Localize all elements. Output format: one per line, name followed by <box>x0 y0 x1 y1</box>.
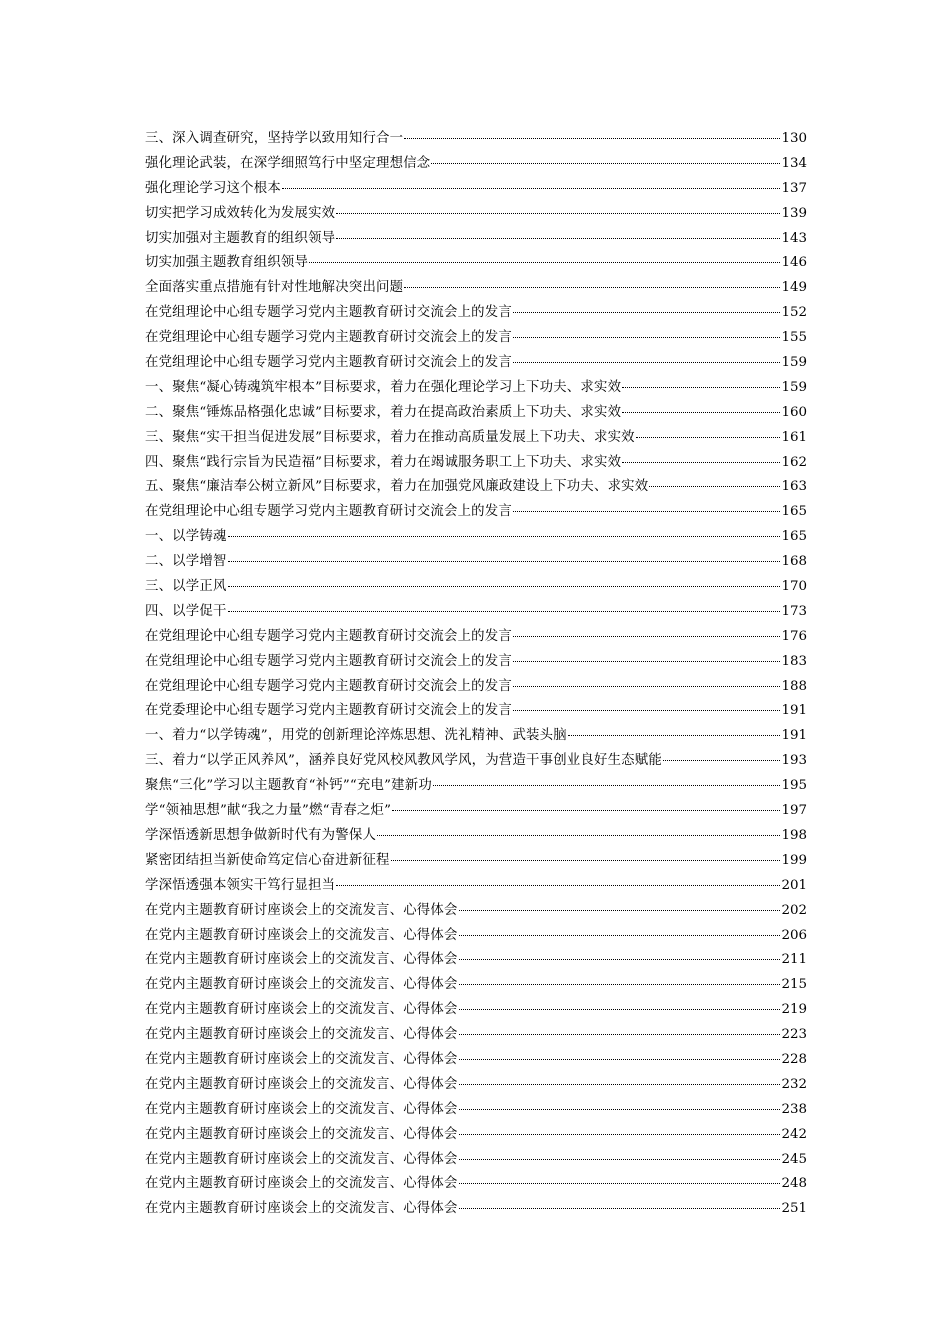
toc-entry-title: 在党内主题教育研讨座谈会上的交流发言、心得体会 <box>145 1002 458 1018</box>
toc-dot-leader <box>459 1108 781 1110</box>
toc-entry-page-number: 245 <box>781 1151 807 1167</box>
toc-entry-title: 在党组理论中心组专题学习党内主题教育研讨交流会上的发言 <box>145 504 512 520</box>
toc-entry-title: 三、聚焦“实干担当促进发展”目标要求，着力在推动高质量发展上下功夫、求实效 <box>145 429 635 445</box>
toc-entry[interactable] <box>145 351 807 376</box>
toc-entry[interactable] <box>145 724 807 749</box>
toc-entry-title: 一、以学铸魂 <box>145 529 227 545</box>
toc-entry[interactable] <box>145 749 807 774</box>
toc-entry-title: 在党内主题教育研讨座谈会上的交流发言、心得体会 <box>145 1101 458 1117</box>
toc-entry-title: 在党内主题教育研讨座谈会上的交流发言、心得体会 <box>145 977 458 993</box>
toc-entry-page-number: 228 <box>781 1051 807 1067</box>
toc-dot-leader <box>459 1033 781 1035</box>
toc-entry-page-number: 223 <box>781 1027 807 1043</box>
toc-dot-leader <box>459 1182 781 1184</box>
toc-entry[interactable] <box>145 600 807 625</box>
toc-entry-title: 三、深入调查研究，坚持学以致用知行合一 <box>145 131 404 146</box>
toc-entry-title: 三、以学正风 <box>145 579 227 595</box>
toc-dot-leader <box>513 361 780 363</box>
toc-dot-leader <box>309 261 780 263</box>
toc-entry-title: 学深悟透新思想争做新时代有为警保人 <box>145 827 377 843</box>
toc-dot-leader <box>513 709 780 711</box>
toc-entry[interactable] <box>145 227 807 252</box>
toc-entry-page-number: 232 <box>781 1076 807 1092</box>
toc-entry[interactable] <box>145 401 807 426</box>
toc-entry-title: 在党内主题教育研讨座谈会上的交流发言、心得体会 <box>145 902 458 918</box>
toc-entry-page-number: 137 <box>781 180 807 196</box>
toc-dot-leader <box>392 809 780 811</box>
toc-entry[interactable] <box>145 127 807 152</box>
toc-entry-page-number: 191 <box>781 728 807 744</box>
toc-entry-page-number: 206 <box>781 927 807 943</box>
toc-entry-title: 学深悟透强本领实干笃行显担当 <box>145 877 336 893</box>
toc-entry-title: 一、着力“以学铸魂”，用党的创新理论淬炼思想、洗礼精神、武装头脑 <box>145 728 567 744</box>
toc-entry-title: 在党内主题教育研讨座谈会上的交流发言、心得体会 <box>145 1126 458 1142</box>
toc-entry[interactable] <box>145 525 807 550</box>
toc-dot-leader <box>459 1008 781 1010</box>
toc-entry-page-number: 173 <box>781 603 807 619</box>
toc-dot-leader <box>513 635 780 637</box>
table-of-contents <box>145 127 807 1222</box>
toc-dot-leader <box>459 983 781 985</box>
toc-entry-page-number: 146 <box>781 255 807 271</box>
toc-entry-title: 强化理论武装，在深学细照笃行中坚定理想信念 <box>145 155 431 171</box>
toc-entry[interactable] <box>145 1073 807 1098</box>
toc-entry[interactable] <box>145 874 807 899</box>
toc-entry-page-number: 161 <box>781 429 807 445</box>
toc-entry[interactable] <box>145 1123 807 1148</box>
toc-entry-title: 聚焦“三化”学习以主题教育“补钙”“充电”建新功 <box>145 778 432 794</box>
toc-entry[interactable] <box>145 276 807 301</box>
toc-dot-leader <box>649 485 780 487</box>
toc-entry-page-number: 170 <box>781 579 807 595</box>
toc-dot-leader <box>459 1133 781 1135</box>
toc-dot-leader <box>459 934 781 936</box>
toc-entry-title: 强化理论学习这个根本 <box>145 180 281 196</box>
toc-entry[interactable] <box>145 1098 807 1123</box>
toc-entry-title: 切实把学习成效转化为发展实效 <box>145 205 336 221</box>
toc-dot-leader <box>622 411 780 413</box>
toc-dot-leader <box>636 436 781 438</box>
toc-entry-page-number: 176 <box>781 628 807 644</box>
toc-entry-page-number: 152 <box>781 305 807 321</box>
toc-entry-title: 在党内主题教育研讨座谈会上的交流发言、心得体会 <box>145 1051 458 1067</box>
toc-entry[interactable] <box>145 177 807 202</box>
toc-entry[interactable] <box>145 899 807 924</box>
toc-entry-page-number: 159 <box>781 355 807 371</box>
toc-entry[interactable] <box>145 575 807 600</box>
toc-entry-page-number: 149 <box>781 280 807 296</box>
toc-dot-leader <box>513 660 780 662</box>
toc-entry-title: 在党委理论中心组专题学习党内主题教育研讨交流会上的发言 <box>145 703 512 719</box>
toc-entry-title: 二、聚焦“锤炼品格强化忠诚”目标要求，着力在提高政治素质上下功夫、求实效 <box>145 404 622 420</box>
toc-entry-page-number: 155 <box>781 330 807 346</box>
toc-entry-page-number: 143 <box>781 230 807 246</box>
toc-entry[interactable] <box>145 426 807 451</box>
toc-entry[interactable] <box>145 152 807 177</box>
toc-dot-leader <box>459 1158 781 1160</box>
toc-entry-title: 在党内主题教育研讨座谈会上的交流发言、心得体会 <box>145 1027 458 1043</box>
toc-entry-page-number: 162 <box>781 454 807 470</box>
toc-entry-title: 在党组理论中心组专题学习党内主题教育研讨交流会上的发言 <box>145 628 512 644</box>
toc-entry-title: 在党组理论中心组专题学习党内主题教育研讨交流会上的发言 <box>145 305 512 321</box>
toc-entry-page-number: 134 <box>781 155 807 171</box>
toc-dot-leader <box>391 859 781 861</box>
toc-dot-leader <box>336 884 780 886</box>
toc-entry[interactable] <box>145 202 807 227</box>
toc-entry-page-number: 195 <box>781 778 807 794</box>
toc-dot-leader <box>459 909 781 911</box>
toc-dot-leader <box>663 759 780 761</box>
toc-entry[interactable] <box>145 1148 807 1173</box>
toc-entry-page-number: 191 <box>781 703 807 719</box>
toc-entry-title: 在党内主题教育研讨座谈会上的交流发言、心得体会 <box>145 927 458 943</box>
toc-dot-leader <box>228 535 781 537</box>
toc-dot-leader <box>459 1207 781 1209</box>
toc-entry[interactable] <box>145 1048 807 1073</box>
toc-entry[interactable] <box>145 301 807 326</box>
toc-entry[interactable] <box>145 475 807 500</box>
toc-entry[interactable] <box>145 948 807 973</box>
toc-entry-title: 在党内主题教育研讨座谈会上的交流发言、心得体会 <box>145 1076 458 1092</box>
toc-entry[interactable] <box>145 251 807 276</box>
toc-entry-page-number: 215 <box>781 977 807 993</box>
toc-entry-title: 四、以学促干 <box>145 603 227 619</box>
toc-entry[interactable] <box>145 1023 807 1048</box>
toc-entry-page-number: 238 <box>781 1101 807 1117</box>
toc-dot-leader <box>568 734 781 736</box>
toc-entry-page-number: 219 <box>781 1002 807 1018</box>
toc-entry-title: 在党内主题教育研讨座谈会上的交流发言、心得体会 <box>145 952 458 968</box>
toc-entry-page-number: 160 <box>781 404 807 420</box>
toc-entry-page-number: 251 <box>781 1201 807 1217</box>
toc-entry-page-number: 163 <box>781 479 807 495</box>
toc-dot-leader <box>622 386 780 388</box>
toc-entry-page-number: 202 <box>781 902 807 918</box>
toc-entry-page-number: 248 <box>781 1176 807 1192</box>
toc-entry[interactable] <box>145 500 807 525</box>
toc-dot-leader <box>459 958 781 960</box>
toc-dot-leader <box>404 137 780 139</box>
toc-entry[interactable] <box>145 924 807 949</box>
toc-entry-page-number: 130 <box>781 131 807 146</box>
toc-dot-leader <box>622 461 780 463</box>
toc-entry[interactable] <box>145 550 807 575</box>
toc-entry-title: 在党组理论中心组专题学习党内主题教育研讨交流会上的发言 <box>145 653 512 669</box>
toc-entry-title: 在党组理论中心组专题学习党内主题教育研讨交流会上的发言 <box>145 330 512 346</box>
toc-entry[interactable] <box>145 650 807 675</box>
toc-entry-page-number: 168 <box>781 554 807 570</box>
toc-dot-leader <box>459 1083 781 1085</box>
toc-dot-leader <box>513 510 780 512</box>
toc-entry-title: 二、以学增智 <box>145 554 227 570</box>
toc-entry-page-number: 198 <box>781 827 807 843</box>
toc-entry-page-number: 165 <box>781 504 807 520</box>
toc-entry-page-number: 183 <box>781 653 807 669</box>
toc-entry[interactable] <box>145 451 807 476</box>
toc-entry-page-number: 139 <box>781 205 807 221</box>
toc-entry-page-number: 188 <box>781 678 807 694</box>
toc-entry-title: 在党组理论中心组专题学习党内主题教育研讨交流会上的发言 <box>145 355 512 371</box>
toc-entry[interactable] <box>145 1172 807 1197</box>
toc-entry[interactable] <box>145 973 807 998</box>
toc-entry[interactable] <box>145 799 807 824</box>
toc-entry[interactable] <box>145 774 807 799</box>
toc-dot-leader <box>377 834 780 836</box>
toc-entry[interactable] <box>145 326 807 351</box>
toc-entry[interactable] <box>145 849 807 874</box>
toc-entry-page-number: 197 <box>781 803 807 819</box>
toc-entry-page-number: 193 <box>781 753 807 769</box>
toc-dot-leader <box>228 585 781 587</box>
toc-entry-title: 紧密团结担当新使命笃定信心奋进新征程 <box>145 852 390 868</box>
toc-entry-page-number: 165 <box>781 529 807 545</box>
toc-entry-title: 四、聚焦“践行宗旨为民造福”目标要求，着力在竭诚服务职工上下功夫、求实效 <box>145 454 622 470</box>
toc-entry-page-number: 159 <box>781 379 807 395</box>
toc-dot-leader <box>404 286 780 288</box>
toc-entry-title: 全面落实重点措施有针对性地解决突出问题 <box>145 280 404 296</box>
toc-entry-page-number: 199 <box>781 852 807 868</box>
toc-entry-page-number: 201 <box>781 877 807 893</box>
toc-entry-title: 切实加强对主题教育的组织领导 <box>145 230 336 246</box>
toc-entry-title: 学“领袖思想”献“我之力量”燃“青春之炬” <box>145 803 392 819</box>
toc-entry-title: 切实加强主题教育组织领导 <box>145 255 309 271</box>
toc-entry-title: 在党组理论中心组专题学习党内主题教育研讨交流会上的发言 <box>145 678 512 694</box>
toc-entry[interactable] <box>145 625 807 650</box>
toc-dot-leader <box>431 162 780 164</box>
toc-dot-leader <box>433 784 781 786</box>
toc-dot-leader <box>282 187 781 189</box>
toc-dot-leader <box>336 212 780 214</box>
toc-dot-leader <box>228 610 781 612</box>
toc-dot-leader <box>513 685 780 687</box>
toc-entry[interactable] <box>145 675 807 700</box>
toc-entry-title: 一、聚焦“凝心铸魂筑牢根本”目标要求，着力在强化理论学习上下功夫、求实效 <box>145 379 622 395</box>
toc-dot-leader <box>513 311 780 313</box>
toc-dot-leader <box>513 336 780 338</box>
toc-entry[interactable] <box>145 824 807 849</box>
toc-entry[interactable] <box>145 998 807 1023</box>
toc-entry-title: 三、着力“以学正风养风”，涵养良好党风校风教风学风，为营造干事创业良好生态赋能 <box>145 753 662 769</box>
toc-entry-title: 在党内主题教育研讨座谈会上的交流发言、心得体会 <box>145 1201 458 1217</box>
toc-entry-title: 在党内主题教育研讨座谈会上的交流发言、心得体会 <box>145 1176 458 1192</box>
toc-entry-title: 在党内主题教育研讨座谈会上的交流发言、心得体会 <box>145 1151 458 1167</box>
toc-entry[interactable] <box>145 376 807 401</box>
toc-entry-page-number: 242 <box>781 1126 807 1142</box>
toc-entry[interactable] <box>145 1197 807 1222</box>
toc-entry-title: 五、聚焦“廉洁奉公树立新风”目标要求，着力在加强党风廉政建设上下功夫、求实效 <box>145 479 649 495</box>
toc-dot-leader <box>228 560 781 562</box>
toc-dot-leader <box>459 1058 781 1060</box>
toc-entry[interactable] <box>145 699 807 724</box>
toc-dot-leader <box>336 237 780 239</box>
toc-entry-page-number: 211 <box>781 952 807 968</box>
